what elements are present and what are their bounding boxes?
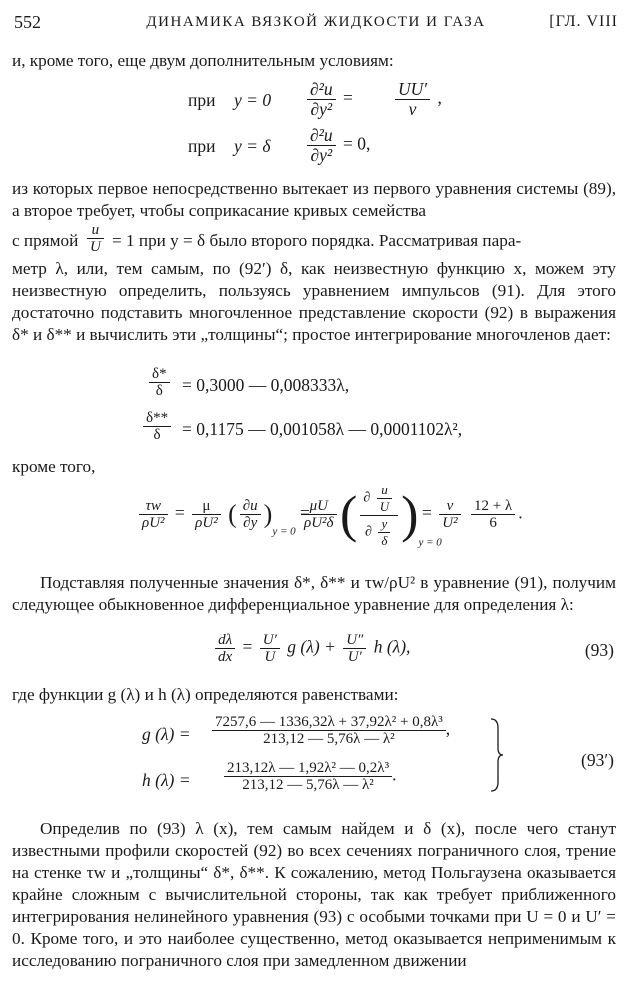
paragraph-conclusion: Определив по (93) λ (x), тем самым найдем и δ (x), после чего станут известными профили скоростей (92) во всех сечениях пограничного слоя, трение на стенке τw и „толщины“ δ*, δ**. К сожалению, метод Польгаузена оказывается крайне сложным с вычислительной стороны, так как требует приближенного интегрирования нелинейного уравнения (93) с особыми точками при U = 0 и U′ = 0. Кроме того, и это наиболее существенно, метод оказывается неприменимым к исследованию пограничного слоя при замедленном движении [12,819,616,970]
equation-g-lambda: g (λ) = $\frac{\text{7257,6 — 1336,32λ + 37,92λ² + 0,8λ³}}{\text{213,12 — 5,76λ — λ²}}$ , [142,714,451,747]
fraction: $\frac{\text{213,12λ — 1,92λ² — 0,2λ³}}{\text{213,12 — 5,76λ — λ²}}$ [224,760,392,793]
fraction: $\frac{\text{7257,6 — 1336,32λ + 37,92λ² + 0,8λ³}}{\text{213,12 — 5,76λ — λ²}}$ [212,714,446,747]
fraction: $\frac{12 + \lambda}{6}$ [471,498,515,531]
equation-h-lambda: h (λ) = $\frac{\text{213,12λ — 1,92λ² — 0,2λ³}}{\text{213,12 — 5,76λ — λ²}}$ . [142,760,397,793]
paragraph-functions: где функции g (λ) и h (λ) определяются равенствами: [12,685,399,704]
fraction: $\frac{\nu}{\text{U²}}$ [439,498,460,531]
fraction: $\frac{\mu}{\text{ρU²}}$ [192,498,221,531]
page-header [14,12,618,36]
paragraph-besides: кроме того, [12,457,96,476]
fraction: $\frac{u}{U}$ [87,222,104,255]
page-number: 552 [14,12,41,32]
paragraph-method: метр λ, или, тем самым, по (92′) δ, как неизвестную функцию x, можем эту неизвестную определить, пользуясь уравнением импульсов (91). Для этого достаточно подставить многочленное представление скорости (92) в выражения δ* и δ** и вычислить эти „толщины“; простое интегрирование многочленов дает: [12,259,616,344]
paragraph-line-with-fraction: с прямой $\frac{u}{U}$ = 1 при y = δ было второго порядка. Рассматривая пара- [12,222,522,255]
equation-93: $\frac{d\lambda}{dx}$ = $\frac{U'}{U}$ g (λ) + $\frac{U''}{U'}$ h (λ), (93) [12,632,616,674]
equation-delta-double-star: $\frac{\delta**}{\delta}$ = 0,1175 — 0,001058λ — 0,0001102λ², [12,410,616,450]
fraction: $\frac{\partial u}{\partial y}$ [240,498,261,531]
fraction: $\frac{\text{∂²u}}{\text{∂y²}}$ [307,126,336,165]
fraction: $\frac{d\lambda}{dx}$ [215,632,235,665]
fraction: $\frac{\text{∂²u}}{\text{∂y²}}$ [307,80,336,119]
right-brace [490,718,504,792]
fraction: ∂ $\frac{u}{U}$ ∂ $\frac{y}{\delta}$ [360,482,398,549]
fraction: $\frac{\delta*}{\delta}$ [149,366,170,399]
equation-number-93-prime: (93′) [581,750,614,770]
equation-delta-star: $\frac{\delta*}{\delta}$ = 0,3000 — 0,008333λ, [12,366,616,406]
boundary-condition-2: при y = δ $\frac{\text{∂²u}}{\text{∂y²}}$ = 0, [188,125,371,165]
running-title: ДИНАМИКА ВЯЗКОЙ ЖИДКОСТИ И ГАЗА [146,14,486,30]
equation-number: (93) [584,640,614,660]
chapter-label: [ГЛ. VIII [549,13,618,30]
fraction: $\frac{U'}{U}$ [260,632,280,665]
fraction: $\frac{U''}{U'}$ [343,632,366,665]
boundary-condition-1: при y = 0 $\frac{\text{∂²u}}{\text{∂y²}}$ = $\frac{UU'}{\nu}$ , [188,79,442,119]
equation-wall-shear: $\frac{\tau w}{\text{ρU²}}$ = $\frac{\mu}{\text{ρU²}}$ ( $\frac{\partial u}{\partial y}$ )$_{y = 0}$ = $\frac{\mu U}{\text{ρU²δ}}$ ( ∂ $\frac{u}{U}$ ∂ $\frac{y}{\delta}$ )$_{y = 0}$ = $\frac{\nu}{\text{U²}}$ $\frac{12 + \lambda}{6}$ . [12,482,616,562]
paragraph-conditions-explanation: из которых первое непосредственно вытекает из первого уравнения системы (89), а второе требует, чтобы соприкасание кривых семейства [12,179,616,220]
fraction: $\frac{UU'}{\nu}$ [395,80,430,119]
fraction: $\frac{\mu U}{\text{ρU²δ}}$ [301,498,337,531]
paragraph-substituting: Подставляя полученные значения δ*, δ** и τw/ρU² в уравнение (91), получим следующее обыкновенное дифференциальное уравнение для определения λ: [12,573,616,614]
paragraph-intro: и, кроме того, еще двум дополнительным условиям: [12,51,394,70]
fraction: $\frac{\tau w}{\text{ρU²}}$ [139,498,168,531]
fraction: $\frac{\delta**}{\delta}$ [143,410,171,443]
